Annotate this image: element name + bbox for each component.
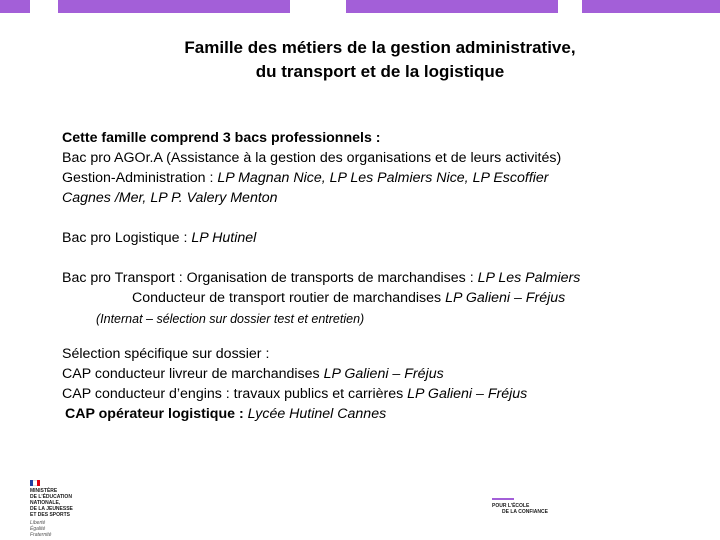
transport-prefix: Bac pro Transport : Organisation de transports de marchandises :	[62, 270, 478, 286]
transport-note: (Internat – sélection sur dossier test et entretien)	[96, 312, 365, 326]
transport-school-2: LP Galieni – Fréjus	[445, 290, 566, 306]
ministry-line-3: NATIONALE,	[30, 500, 61, 506]
transport-school-1: LP Les Palmiers	[477, 270, 581, 286]
agora-line-2	[62, 168, 702, 188]
title-line-2: du transport et de la logistique	[255, 62, 505, 81]
ministry-line-1: MINISTÈRE	[30, 488, 58, 494]
top-accent-bar-2	[58, 0, 290, 13]
cap3-prefix: CAP opérateur logistique :	[65, 406, 248, 422]
cap1-school: LP Galieni – Fréjus	[323, 366, 444, 382]
motto-line-2: Égalité	[30, 526, 46, 532]
agora-line-1: Bac pro AGOr.A (Assistance à la gestion des organisations et de leurs activités)	[62, 150, 562, 166]
cap3-school: Lycée Hutinel Cannes	[247, 406, 387, 422]
slide-content	[62, 128, 702, 424]
ecole-confiance-logo	[492, 498, 592, 515]
logo-right-line-2: DE LA CONFIANCE	[502, 509, 548, 515]
french-flag-icon	[30, 480, 40, 486]
logo-right-line-1: POUR L'ÉCOLE	[492, 503, 530, 509]
motto-line-3: Fraternité	[30, 532, 52, 538]
top-accent-bar-3	[346, 0, 558, 13]
page-title	[110, 36, 650, 84]
cap-line-2	[62, 384, 702, 404]
cap1-prefix: CAP conducteur livreur de marchandises	[62, 366, 324, 382]
top-accent-bar-4	[582, 0, 720, 13]
agora-schools-1: LP Magnan Nice, LP Les Palmiers Nice, LP Escoffier	[217, 170, 549, 186]
agora-prefix: Gestion-Administration :	[62, 170, 218, 186]
top-accent-bar-1	[0, 0, 30, 13]
selection-heading: Sélection spécifique sur dossier :	[62, 346, 270, 362]
cap2-prefix: CAP conducteur d’engins : travaux publics et carrières	[62, 386, 408, 402]
transport-line-1	[62, 268, 702, 288]
cap-line-1	[62, 364, 702, 384]
transport-line-2	[62, 288, 702, 308]
cap2-school: LP Galieni – Fréjus	[407, 386, 528, 402]
cap-line-3	[62, 404, 702, 424]
transport-prefix-2: Conducteur de transport routier de marchandises	[132, 290, 446, 306]
motto-line-1: Liberté	[30, 520, 46, 526]
intro-text: Cette famille comprend 3 bacs professionnels :	[62, 130, 381, 146]
ministry-line-4: DE LA JEUNESSE	[30, 506, 73, 512]
logistique-prefix: Bac pro Logistique :	[62, 230, 192, 246]
title-line-1: Famille des métiers de la gestion administrative,	[184, 38, 576, 57]
logistique-school: LP Hutinel	[191, 230, 257, 246]
ministry-logo	[30, 480, 90, 538]
ministry-line-5: ET DES SPORTS	[30, 512, 71, 518]
logistique-line	[62, 228, 702, 248]
ministry-line-2: DE L'ÉDUCATION	[30, 494, 72, 500]
agora-schools-2: Cagnes /Mer, LP P. Valery Menton	[62, 190, 278, 206]
logo-mark-icon	[492, 498, 514, 500]
